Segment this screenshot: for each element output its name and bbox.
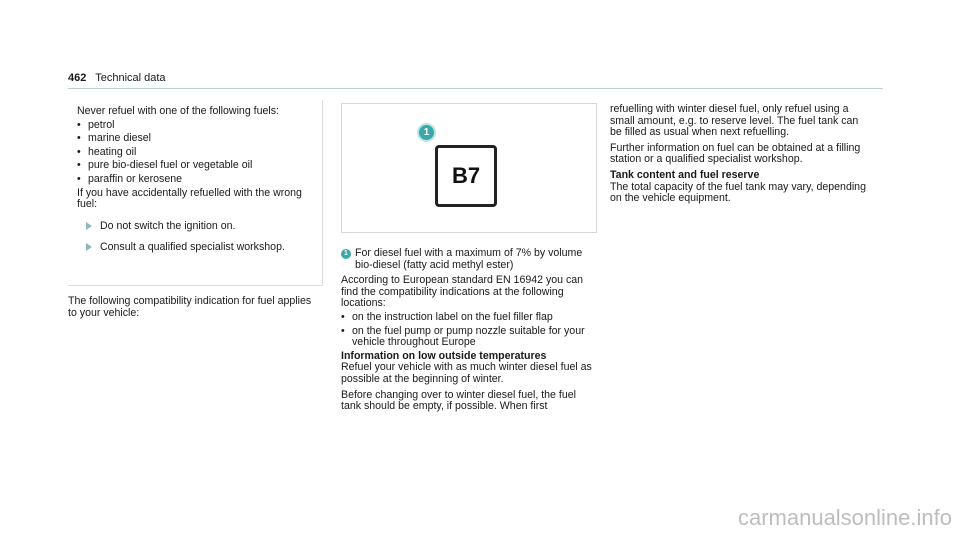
action-step: Consult a qualified specialist workshop. [77,242,315,254]
list-item: • heating oil [77,145,137,158]
warning-intro: Never refuel with one of the following fuels: [77,105,279,117]
reserve-text: The total capacity of the fuel tank may vary, depending on the vehicle equipment. [610,180,866,205]
low-temperature-heading: Information on low outside temperatures [341,349,547,362]
page-header [68,72,166,85]
further-info-text: Further information on fuel can be obtained at a filling station or a qualified specialist workshop. [610,141,861,166]
section-title: Technical data [95,72,166,84]
wrong-fuels-list [77,120,315,186]
list-item: • on the instruction label on the fuel filler flap [341,310,553,323]
figure-caption: 1 For diesel fuel with a maximum of 7% by volume bio-diesel (fatty acid methyl ester) [341,248,595,271]
list-item: • pure bio-diesel fuel or vegetable oil [77,159,253,172]
bullet-icon: • [77,118,81,131]
column-2-text [341,248,595,413]
fuel-label-text: B7 [451,163,481,188]
action-step: Do not switch the ignition on. [77,221,315,233]
column-3-text [610,104,872,205]
reserve-heading: Tank content and fuel reserve [610,168,760,181]
locations-list [341,312,595,349]
warning-box [68,100,323,286]
bullet-icon: • [77,145,81,158]
header-divider [68,88,883,89]
fuel-label-figure [341,103,597,233]
list-item: • petrol [77,118,115,131]
list-item: • paraffin or kerosene [77,172,183,185]
watermark: carmanualsonline.info [737,505,952,530]
bullet-icon: • [341,324,345,337]
fuel-compatibility-label [435,145,497,207]
refuelling-text: refuelling with winter diesel fuel, only refuel using a small amount, e.g. to reserve level. The fuel tank can be filled as usual when next refuelling. [610,103,859,139]
list-item: • marine diesel [77,132,152,145]
bullet-icon: • [77,132,81,145]
callout-marker: 1 [419,125,434,140]
action-arrow-icon [86,222,92,230]
winter-diesel-text: Before changing over to winter diesel fuel, the fuel tank should be empty, if possible. When first [341,388,576,413]
compatibility-intro: The following compatibility indication for fuel applies to your vehicle: [68,295,312,319]
callout-icon: 1 [341,249,351,259]
bullet-icon: • [77,159,81,172]
low-temperature-text: Refuel your vehicle with as much winter diesel fuel as possible at the beginning of winter. [341,361,592,385]
bullet-icon: • [77,172,81,185]
wrong-fuel-text: If you have accidentally refuelled with the wrong fuel: [77,186,302,211]
standard-text: According to European standard EN 16942 you can find the compatibility indications at the following locations: [341,274,584,310]
list-item: • on the fuel pump or pump nozzle suitable for your vehicle throughout Europe [341,324,585,349]
page-number: 462 [68,72,87,84]
bullet-icon: • [341,310,345,323]
action-arrow-icon [86,243,92,251]
